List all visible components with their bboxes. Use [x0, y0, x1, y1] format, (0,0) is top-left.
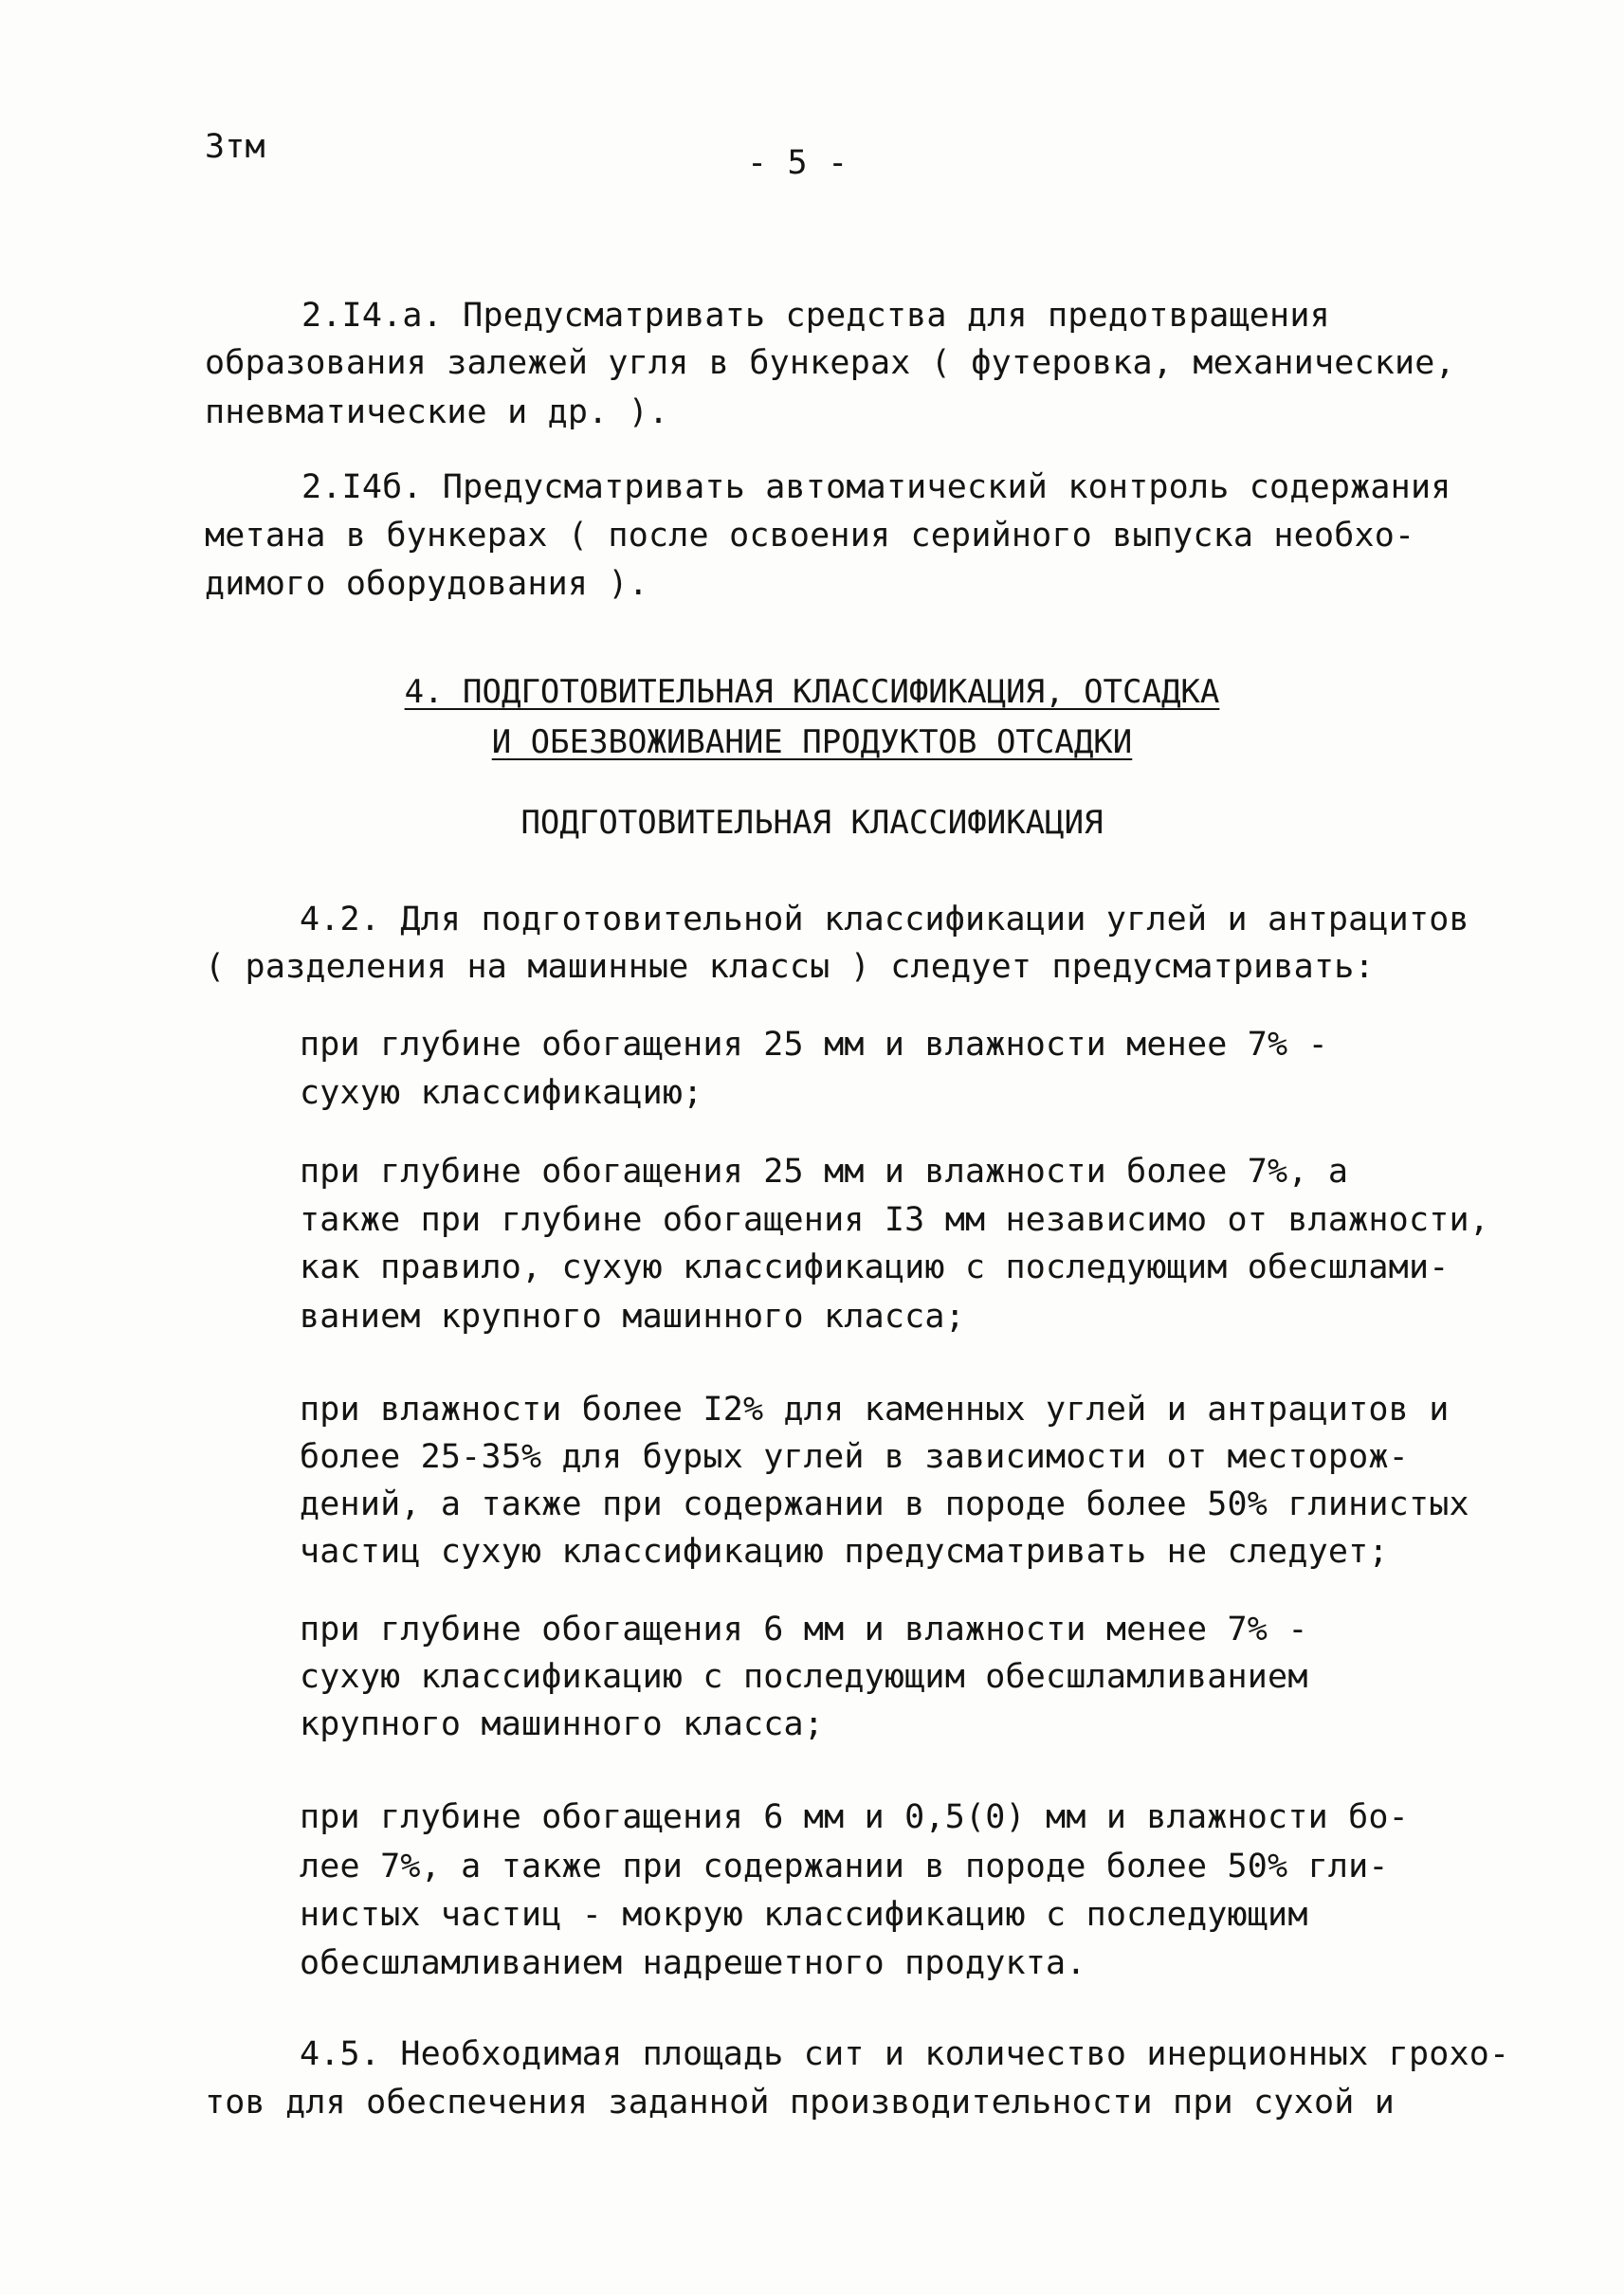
text-line: также при глубине обогащения I3 мм независимо от влажности, [300, 1201, 1490, 1239]
text-line: 4.5. Необходимая площадь сит и количество инерционных грохо- [300, 2035, 1510, 2073]
text-line: нистых частиц - мокрую классификацию с последующим [300, 1896, 1308, 1934]
text-line: метана в бункерах ( после освоения серийного выпуска необхо- [205, 517, 1415, 555]
text-line: при влажности более I2% для каменных углей и антрацитов и [300, 1391, 1450, 1429]
page-number: - 5 - [747, 144, 848, 182]
text-line: ( разделения на машинные классы ) следует предусматривать: [205, 948, 1375, 986]
text-line: обесшламливанием надрешетного продукта. [300, 1944, 1086, 1982]
text-line: 2.I4.а. Предусматривать средства для предотвращения [301, 297, 1330, 335]
text-line: более 25-35% для бурых углей в зависимости от месторож- [300, 1438, 1409, 1476]
text-line: пневматические и др. ). [205, 393, 669, 431]
text-line: 2.I4б. Предусматривать автоматический контроль содержания [301, 468, 1451, 506]
section-heading-line [0, 673, 1624, 711]
subsection-heading: ПОДГОТОВИТЕЛЬНАЯ КЛАССИФИКАЦИЯ [520, 804, 1104, 842]
text-line: сухую классификацию; [300, 1074, 703, 1112]
section-heading-line [0, 723, 1624, 761]
text-line: лее 7%, а также при содержании в породе более 50% гли- [300, 1848, 1389, 1885]
text-line: образования залежей угля в бункерах ( футеровка, механические, [205, 344, 1455, 382]
section-heading-text: 4. ПОДГОТОВИТЕЛЬНАЯ КЛАССИФИКАЦИЯ, ОТСАДКА [404, 673, 1220, 711]
text-line: ванием крупного машинного класса; [300, 1298, 965, 1336]
text-line: дений, а также при содержании в породе более 50% глинистых [300, 1485, 1469, 1523]
text-line: при глубине обогащения 6 мм и 0,5(0) мм и влажности бо- [300, 1798, 1409, 1836]
text-line: при глубине обогащения 25 мм и влажности более 7%, а [300, 1153, 1349, 1191]
text-line: тов для обеспечения заданной производительности при сухой и [205, 2084, 1396, 2122]
document-code-mark: 3тм [205, 128, 265, 166]
text-line: 4.2. Для подготовительной классификации углей и антрацитов [300, 901, 1469, 938]
text-line: при глубине обогащения 25 мм и влажности менее 7% - [300, 1026, 1328, 1064]
text-line: частиц сухую классификацию предусматривать не следует; [300, 1533, 1389, 1571]
text-line: димого оборудования ). [205, 565, 648, 603]
text-line: крупного машинного класса; [300, 1705, 825, 1743]
text-line: сухую классификацию с последующим обесшламливанием [300, 1658, 1308, 1696]
text-line: при глубине обогащения 6 мм и влажности менее 7% - [300, 1611, 1308, 1648]
text-line: как правило, сухую классификацию с последующим обесшлами- [300, 1248, 1450, 1286]
section-heading-text: И ОБЕЗВОЖИВАНИЕ ПРОДУКТОВ ОТСАДКИ [491, 723, 1133, 761]
